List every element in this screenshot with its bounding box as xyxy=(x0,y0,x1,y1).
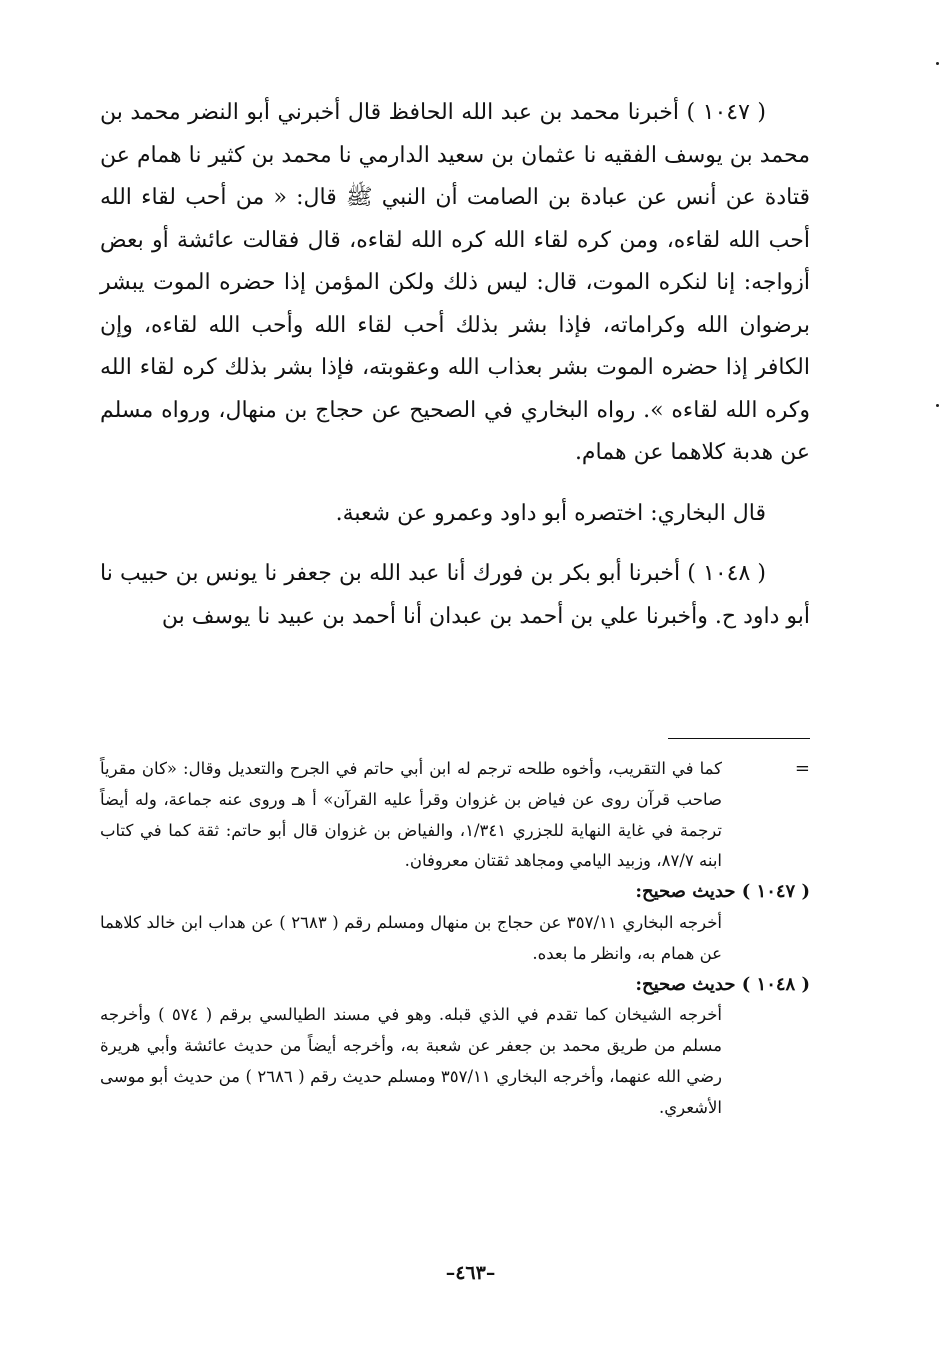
footnote-1047-heading: ( ١٠٤٧ ) حديث صحيح: xyxy=(635,881,810,903)
footnote-1048-text: أخرجه الشيخان كما تقدم في الذي قبله. وهو في مسند الطيالسي برقم ( ٥٧٤ ) وأخرجه مسلم من طريق محمد بن جعفر عن شعبة به، وأخرجه أيضاً من حديث عائشة وأبي هريرة رضي الله عنهما، وأخرجه البخاري ٣٥٧/١١ ومسلم حديث رقم ( ٢٦٨٦ ) من حديث أبو موسى الأشعري. xyxy=(100,1005,723,1117)
footnote-continued xyxy=(100,754,810,877)
scan-speck xyxy=(936,62,939,65)
hadith-1047-paragraph: ( ١٠٤٧ ) أخبرنا محمد بن عبد الله الحافظ قال أخبرني أبو النضر محمد بن محمد بن يوسف الفقيه نا عثمان بن سعيد الدارمي نا محمد بن كثير نا همام عن قتادة عن أنس عن عبادة بن الصامت أن النبي ﷺ قال: « من أحب لقاء الله أحب الله لقاءه، ومن كره لقاء الله كره الله لقاءه، قال فقالت عائشة أو بعض أزواجه: إنا لنكره الموت، قال: ليس ذلك ولكن المؤمن إذا حضره الموت يبشر برضوان الله وكراماته، فإذا بشر بذلك أحب لقاء الله وأحب الله لقاءه، وإن الكافر إذا حضره الموت بشر بعذاب الله وعقوبته، فإذا بشر بذلك كره لقاء الله وكره الله لقاءه ». رواه البخاري في الصحيح عن حجاج بن منهال، ورواه مسلم عن هدبة كلاهما عن همام. xyxy=(100,100,810,465)
footnote-1048-heading: ( ١٠٤٨ ) حديث صحيح: xyxy=(635,973,810,995)
footnote-previous-text: كما في التقريب، وأخوه طلحه ترجم له ابن أبي حاتم في الجرح والتعديل وقال: «كان مقرياً صاحب قرآن روى عن فياض بن غزوان وقرأ عليه القرآن» أ هـ وروى عنه جماعة، وله أيضاً ترجمة في غاية النهاية للجزري ١/٣٤١، والفياض بن غزوان قال أبو حاتم: ثقة كما في كتاب ابنه ٨٧/٧، وزبيد اليامي ومجاهد ثقتان معروفان. xyxy=(100,759,722,871)
footnote-1047 xyxy=(100,908,810,970)
bukhari-note-paragraph: قال البخاري: اختصره أبو داود وعمرو عن شعبة. xyxy=(335,500,766,526)
continuation-mark: = xyxy=(794,758,810,779)
footnotes xyxy=(100,754,810,1124)
hadith-1048-paragraph: ( ١٠٤٨ ) أخبرنا أبو بكر بن فورك أنا عبد الله بن جعفر نا يونس بن حبيب نا أبو داود ح. وأخبرنا علي بن أحمد بن عبدان أنا أحمد بن عبيد نا يوسف بن xyxy=(100,561,810,629)
scan-speck xyxy=(936,404,939,407)
footnote-separator xyxy=(668,738,810,739)
footnote-1047-text: أخرجه البخاري ٣٥٧/١١ عن حجاج بن منهال ومسلم رقم ( ٢٦٨٣ ) عن هداب ابن خالد كلاهما عن همام به، وانظر ما بعده. xyxy=(100,912,722,963)
footnote-1048 xyxy=(100,1000,810,1123)
main-text xyxy=(100,92,810,638)
page-number: –٤٦٣– xyxy=(445,1262,496,1284)
